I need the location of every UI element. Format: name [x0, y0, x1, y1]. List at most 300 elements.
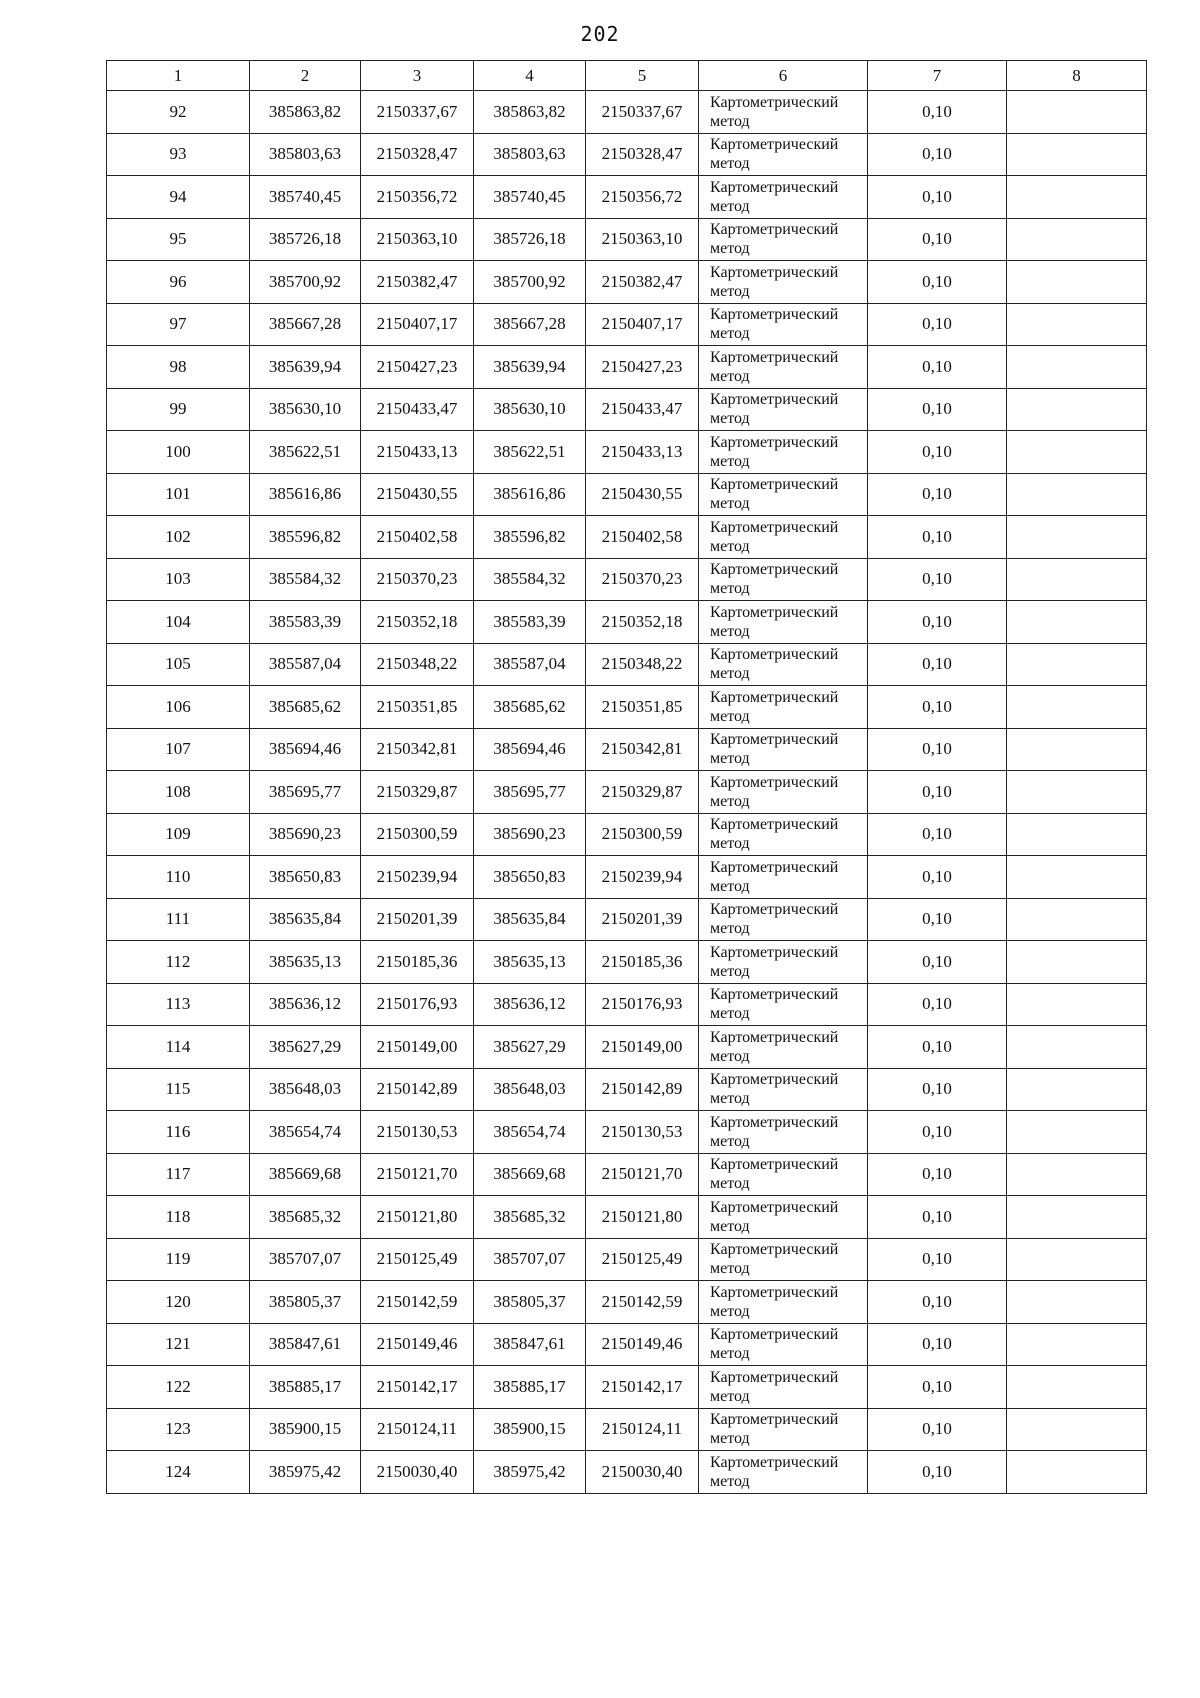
method-line-2: метод	[710, 1175, 750, 1193]
accuracy-cell: 0,10	[868, 1408, 1007, 1451]
method-line-2: метод	[710, 580, 750, 598]
point-number-cell: 98	[107, 346, 250, 389]
point-number-cell: 95	[107, 218, 250, 261]
column-header: 4	[474, 61, 586, 91]
y-coordinate-cell: 2150382,47	[361, 261, 474, 304]
x-coordinate-cell: 385587,04	[250, 643, 361, 686]
x-coordinate-2-cell: 385583,39	[474, 601, 586, 644]
method-line-1: Картометрический	[710, 646, 839, 664]
y-coordinate-cell: 2150402,58	[361, 516, 474, 559]
method-line-1: Картометрический	[710, 1241, 839, 1259]
point-number-cell: 118	[107, 1196, 250, 1239]
y-coordinate-2-cell: 2150142,17	[586, 1366, 699, 1409]
y-coordinate-cell: 2150201,39	[361, 898, 474, 941]
method-line-2: метод	[710, 537, 750, 555]
y-coordinate-cell: 2150239,94	[361, 856, 474, 899]
y-coordinate-2-cell: 2150329,87	[586, 771, 699, 814]
y-coordinate-cell: 2150142,89	[361, 1068, 474, 1111]
point-number-cell: 108	[107, 771, 250, 814]
method-line-2: метод	[710, 197, 750, 215]
x-coordinate-2-cell: 385667,28	[474, 303, 586, 346]
x-coordinate-2-cell: 385596,82	[474, 516, 586, 559]
table-row	[107, 1238, 1147, 1281]
method-cell	[699, 1408, 868, 1451]
y-coordinate-2-cell: 2150427,23	[586, 346, 699, 389]
x-coordinate-2-cell: 385700,92	[474, 261, 586, 304]
accuracy-cell: 0,10	[868, 771, 1007, 814]
x-coordinate-2-cell: 385627,29	[474, 1026, 586, 1069]
note-cell	[1007, 133, 1147, 176]
table-row	[107, 728, 1147, 771]
note-cell	[1007, 1366, 1147, 1409]
table-row	[107, 346, 1147, 389]
y-coordinate-cell: 2150351,85	[361, 686, 474, 729]
method-line-2: метод	[710, 1430, 750, 1448]
method-line-2: метод	[710, 282, 750, 300]
x-coordinate-cell: 385648,03	[250, 1068, 361, 1111]
accuracy-cell: 0,10	[868, 91, 1007, 134]
table-row	[107, 686, 1147, 729]
y-coordinate-cell: 2150352,18	[361, 601, 474, 644]
accuracy-cell: 0,10	[868, 558, 1007, 601]
method-line-1: Картометрический	[710, 1326, 839, 1344]
x-coordinate-2-cell: 385847,61	[474, 1323, 586, 1366]
x-coordinate-cell: 385707,07	[250, 1238, 361, 1281]
y-coordinate-2-cell: 2150185,36	[586, 941, 699, 984]
method-line-1: Картометрический	[710, 391, 839, 409]
note-cell	[1007, 771, 1147, 814]
y-coordinate-2-cell: 2150370,23	[586, 558, 699, 601]
point-number-cell: 119	[107, 1238, 250, 1281]
x-coordinate-cell: 385740,45	[250, 176, 361, 219]
note-cell	[1007, 516, 1147, 559]
x-coordinate-cell: 385975,42	[250, 1451, 361, 1494]
x-coordinate-2-cell: 385885,17	[474, 1366, 586, 1409]
x-coordinate-cell: 385900,15	[250, 1408, 361, 1451]
method-line-1: Картометрический	[710, 348, 839, 366]
x-coordinate-2-cell: 385690,23	[474, 813, 586, 856]
method-line-2: метод	[710, 622, 750, 640]
point-number-cell: 112	[107, 941, 250, 984]
table-row	[107, 176, 1147, 219]
y-coordinate-2-cell: 2150030,40	[586, 1451, 699, 1494]
x-coordinate-2-cell: 385587,04	[474, 643, 586, 686]
note-cell	[1007, 176, 1147, 219]
x-coordinate-2-cell: 385803,63	[474, 133, 586, 176]
point-number-cell: 120	[107, 1281, 250, 1324]
x-coordinate-cell: 385685,32	[250, 1196, 361, 1239]
table-row	[107, 1323, 1147, 1366]
method-line-1: Картометрический	[710, 561, 839, 579]
x-coordinate-2-cell: 385635,13	[474, 941, 586, 984]
x-coordinate-2-cell: 385654,74	[474, 1111, 586, 1154]
method-cell	[699, 261, 868, 304]
x-coordinate-cell: 385667,28	[250, 303, 361, 346]
method-cell	[699, 771, 868, 814]
table-body	[107, 91, 1147, 1494]
accuracy-cell: 0,10	[868, 303, 1007, 346]
x-coordinate-cell: 385695,77	[250, 771, 361, 814]
method-line-1: Картометрический	[710, 1283, 839, 1301]
y-coordinate-cell: 2150176,93	[361, 983, 474, 1026]
point-number-cell: 96	[107, 261, 250, 304]
y-coordinate-cell: 2150125,49	[361, 1238, 474, 1281]
x-coordinate-cell: 385635,13	[250, 941, 361, 984]
point-number-cell: 109	[107, 813, 250, 856]
x-coordinate-cell: 385627,29	[250, 1026, 361, 1069]
table-row	[107, 431, 1147, 474]
method-cell	[699, 91, 868, 134]
point-number-cell: 99	[107, 388, 250, 431]
table-row	[107, 261, 1147, 304]
table-row	[107, 133, 1147, 176]
table-row	[107, 1153, 1147, 1196]
method-line-2: метод	[710, 495, 750, 513]
table-row	[107, 1026, 1147, 1069]
y-coordinate-2-cell: 2150130,53	[586, 1111, 699, 1154]
table-row	[107, 516, 1147, 559]
accuracy-cell: 0,10	[868, 898, 1007, 941]
method-cell	[699, 1451, 868, 1494]
x-coordinate-cell: 385885,17	[250, 1366, 361, 1409]
accuracy-cell: 0,10	[868, 1281, 1007, 1324]
point-number-cell: 113	[107, 983, 250, 1026]
y-coordinate-cell: 2150124,11	[361, 1408, 474, 1451]
x-coordinate-cell: 385636,12	[250, 983, 361, 1026]
accuracy-cell: 0,10	[868, 1451, 1007, 1494]
method-line-2: метод	[710, 240, 750, 258]
y-coordinate-2-cell: 2150348,22	[586, 643, 699, 686]
x-coordinate-2-cell: 385635,84	[474, 898, 586, 941]
x-coordinate-2-cell: 385650,83	[474, 856, 586, 899]
accuracy-cell: 0,10	[868, 218, 1007, 261]
method-line-1: Картометрический	[710, 263, 839, 281]
y-coordinate-2-cell: 2150433,13	[586, 431, 699, 474]
x-coordinate-cell: 385650,83	[250, 856, 361, 899]
point-number-cell: 122	[107, 1366, 250, 1409]
accuracy-cell: 0,10	[868, 1026, 1007, 1069]
y-coordinate-2-cell: 2150239,94	[586, 856, 699, 899]
point-number-cell: 107	[107, 728, 250, 771]
note-cell	[1007, 1068, 1147, 1111]
method-cell	[699, 1026, 868, 1069]
page-number: 202	[580, 22, 620, 46]
accuracy-cell: 0,10	[868, 516, 1007, 559]
x-coordinate-2-cell: 385639,94	[474, 346, 586, 389]
table-row	[107, 771, 1147, 814]
accuracy-cell: 0,10	[868, 1196, 1007, 1239]
y-coordinate-cell: 2150337,67	[361, 91, 474, 134]
x-coordinate-2-cell: 385863,82	[474, 91, 586, 134]
method-line-2: метод	[710, 155, 750, 173]
y-coordinate-cell: 2150149,00	[361, 1026, 474, 1069]
x-coordinate-2-cell: 385584,32	[474, 558, 586, 601]
method-line-1: Картометрический	[710, 93, 839, 111]
method-cell	[699, 303, 868, 346]
table-row	[107, 218, 1147, 261]
y-coordinate-2-cell: 2150201,39	[586, 898, 699, 941]
x-coordinate-cell: 385583,39	[250, 601, 361, 644]
x-coordinate-cell: 385669,68	[250, 1153, 361, 1196]
x-coordinate-cell: 385654,74	[250, 1111, 361, 1154]
table-row	[107, 91, 1147, 134]
y-coordinate-cell: 2150328,47	[361, 133, 474, 176]
x-coordinate-cell: 385596,82	[250, 516, 361, 559]
y-coordinate-2-cell: 2150342,81	[586, 728, 699, 771]
method-cell	[699, 941, 868, 984]
column-header: 8	[1007, 61, 1147, 91]
accuracy-cell: 0,10	[868, 1153, 1007, 1196]
method-line-2: метод	[710, 325, 750, 343]
point-number-cell: 117	[107, 1153, 250, 1196]
y-coordinate-cell: 2150130,53	[361, 1111, 474, 1154]
x-coordinate-2-cell: 385694,46	[474, 728, 586, 771]
note-cell	[1007, 728, 1147, 771]
method-line-2: метод	[710, 962, 750, 980]
method-line-1: Картометрический	[710, 943, 839, 961]
x-coordinate-2-cell: 385648,03	[474, 1068, 586, 1111]
note-cell	[1007, 1281, 1147, 1324]
method-cell	[699, 1153, 868, 1196]
method-line-2: метод	[710, 452, 750, 470]
note-cell	[1007, 856, 1147, 899]
point-number-cell: 94	[107, 176, 250, 219]
x-coordinate-2-cell: 385636,12	[474, 983, 586, 1026]
point-number-cell: 105	[107, 643, 250, 686]
accuracy-cell: 0,10	[868, 1238, 1007, 1281]
accuracy-cell: 0,10	[868, 473, 1007, 516]
y-coordinate-2-cell: 2150125,49	[586, 1238, 699, 1281]
column-header: 7	[868, 61, 1007, 91]
point-number-cell: 100	[107, 431, 250, 474]
method-cell	[699, 176, 868, 219]
accuracy-cell: 0,10	[868, 643, 1007, 686]
x-coordinate-cell: 385847,61	[250, 1323, 361, 1366]
table-row	[107, 1196, 1147, 1239]
y-coordinate-2-cell: 2150433,47	[586, 388, 699, 431]
method-line-2: метод	[710, 707, 750, 725]
method-line-2: метод	[710, 750, 750, 768]
y-coordinate-cell: 2150300,59	[361, 813, 474, 856]
x-coordinate-cell: 385584,32	[250, 558, 361, 601]
method-cell	[699, 516, 868, 559]
x-coordinate-cell: 385639,94	[250, 346, 361, 389]
note-cell	[1007, 643, 1147, 686]
method-line-1: Картометрический	[710, 136, 839, 154]
method-cell	[699, 1111, 868, 1154]
method-cell	[699, 856, 868, 899]
method-line-1: Картометрический	[710, 1071, 839, 1089]
method-cell	[699, 643, 868, 686]
note-cell	[1007, 558, 1147, 601]
point-number-cell: 111	[107, 898, 250, 941]
table-row	[107, 898, 1147, 941]
note-cell	[1007, 601, 1147, 644]
method-line-1: Картометрический	[710, 1411, 839, 1429]
y-coordinate-2-cell: 2150176,93	[586, 983, 699, 1026]
method-line-1: Картометрический	[710, 1453, 839, 1471]
y-coordinate-2-cell: 2150363,10	[586, 218, 699, 261]
table-row	[107, 1451, 1147, 1494]
method-line-1: Картометрический	[710, 773, 839, 791]
note-cell	[1007, 1323, 1147, 1366]
y-coordinate-cell: 2150348,22	[361, 643, 474, 686]
y-coordinate-2-cell: 2150121,80	[586, 1196, 699, 1239]
method-line-1: Картометрический	[710, 178, 839, 196]
table-row	[107, 813, 1147, 856]
note-cell	[1007, 261, 1147, 304]
note-cell	[1007, 813, 1147, 856]
method-line-1: Картометрический	[710, 816, 839, 834]
x-coordinate-cell: 385726,18	[250, 218, 361, 261]
y-coordinate-2-cell: 2150352,18	[586, 601, 699, 644]
point-number-cell: 97	[107, 303, 250, 346]
y-coordinate-2-cell: 2150402,58	[586, 516, 699, 559]
accuracy-cell: 0,10	[868, 686, 1007, 729]
x-coordinate-2-cell: 385975,42	[474, 1451, 586, 1494]
method-line-2: метод	[710, 1005, 750, 1023]
column-header: 6	[699, 61, 868, 91]
x-coordinate-2-cell: 385695,77	[474, 771, 586, 814]
x-coordinate-2-cell: 385669,68	[474, 1153, 586, 1196]
method-cell	[699, 686, 868, 729]
x-coordinate-cell: 385635,84	[250, 898, 361, 941]
method-line-2: метод	[710, 1260, 750, 1278]
method-line-1: Картометрический	[710, 476, 839, 494]
y-coordinate-cell: 2150149,46	[361, 1323, 474, 1366]
method-line-1: Картометрический	[710, 986, 839, 1004]
accuracy-cell: 0,10	[868, 1111, 1007, 1154]
method-line-2: метод	[710, 920, 750, 938]
accuracy-cell: 0,10	[868, 813, 1007, 856]
method-line-1: Картометрический	[710, 518, 839, 536]
method-cell	[699, 898, 868, 941]
method-cell	[699, 728, 868, 771]
table-row	[107, 643, 1147, 686]
y-coordinate-cell: 2150030,40	[361, 1451, 474, 1494]
point-number-cell: 116	[107, 1111, 250, 1154]
table-row	[107, 1281, 1147, 1324]
method-line-2: метод	[710, 665, 750, 683]
method-cell	[699, 1323, 868, 1366]
accuracy-cell: 0,10	[868, 388, 1007, 431]
method-line-2: метод	[710, 1090, 750, 1108]
x-coordinate-cell: 385690,23	[250, 813, 361, 856]
x-coordinate-2-cell: 385685,62	[474, 686, 586, 729]
y-coordinate-cell: 2150430,55	[361, 473, 474, 516]
method-line-1: Картометрический	[710, 221, 839, 239]
method-line-2: метод	[710, 410, 750, 428]
note-cell	[1007, 303, 1147, 346]
y-coordinate-2-cell: 2150142,89	[586, 1068, 699, 1111]
table-row	[107, 1111, 1147, 1154]
note-cell	[1007, 1026, 1147, 1069]
x-coordinate-2-cell: 385707,07	[474, 1238, 586, 1281]
column-header: 1	[107, 61, 250, 91]
table-row	[107, 1366, 1147, 1409]
x-coordinate-2-cell: 385622,51	[474, 431, 586, 474]
y-coordinate-cell: 2150342,81	[361, 728, 474, 771]
note-cell	[1007, 1408, 1147, 1451]
note-cell	[1007, 388, 1147, 431]
point-number-cell: 115	[107, 1068, 250, 1111]
table-row	[107, 1068, 1147, 1111]
note-cell	[1007, 473, 1147, 516]
method-line-2: метод	[710, 1387, 750, 1405]
method-cell	[699, 1281, 868, 1324]
y-coordinate-cell: 2150356,72	[361, 176, 474, 219]
point-number-cell: 102	[107, 516, 250, 559]
y-coordinate-2-cell: 2150430,55	[586, 473, 699, 516]
method-cell	[699, 983, 868, 1026]
method-line-2: метод	[710, 835, 750, 853]
table-row	[107, 1408, 1147, 1451]
point-number-cell: 106	[107, 686, 250, 729]
column-header: 5	[586, 61, 699, 91]
method-cell	[699, 601, 868, 644]
table-header	[107, 61, 1147, 91]
method-cell	[699, 1068, 868, 1111]
method-cell	[699, 813, 868, 856]
y-coordinate-cell: 2150329,87	[361, 771, 474, 814]
y-coordinate-cell: 2150121,80	[361, 1196, 474, 1239]
y-coordinate-2-cell: 2150124,11	[586, 1408, 699, 1451]
y-coordinate-cell: 2150185,36	[361, 941, 474, 984]
y-coordinate-2-cell: 2150142,59	[586, 1281, 699, 1324]
x-coordinate-2-cell: 385805,37	[474, 1281, 586, 1324]
x-coordinate-cell: 385685,62	[250, 686, 361, 729]
note-cell	[1007, 1153, 1147, 1196]
note-cell	[1007, 218, 1147, 261]
method-line-2: метод	[710, 367, 750, 385]
accuracy-cell: 0,10	[868, 1366, 1007, 1409]
x-coordinate-2-cell: 385726,18	[474, 218, 586, 261]
point-number-cell: 114	[107, 1026, 250, 1069]
note-cell	[1007, 346, 1147, 389]
method-line-1: Картометрический	[710, 688, 839, 706]
y-coordinate-cell: 2150142,17	[361, 1366, 474, 1409]
method-line-1: Картометрический	[710, 901, 839, 919]
point-number-cell: 92	[107, 91, 250, 134]
accuracy-cell: 0,10	[868, 431, 1007, 474]
table-row	[107, 388, 1147, 431]
x-coordinate-cell: 385700,92	[250, 261, 361, 304]
accuracy-cell: 0,10	[868, 176, 1007, 219]
x-coordinate-cell: 385630,10	[250, 388, 361, 431]
method-line-2: метод	[710, 1132, 750, 1150]
table-row	[107, 983, 1147, 1026]
method-line-2: метод	[710, 1345, 750, 1363]
y-coordinate-2-cell: 2150149,00	[586, 1026, 699, 1069]
point-number-cell: 110	[107, 856, 250, 899]
accuracy-cell: 0,10	[868, 1323, 1007, 1366]
accuracy-cell: 0,10	[868, 133, 1007, 176]
column-header: 2	[250, 61, 361, 91]
accuracy-cell: 0,10	[868, 601, 1007, 644]
accuracy-cell: 0,10	[868, 1068, 1007, 1111]
accuracy-cell: 0,10	[868, 983, 1007, 1026]
point-number-cell: 123	[107, 1408, 250, 1451]
y-coordinate-cell: 2150363,10	[361, 218, 474, 261]
accuracy-cell: 0,10	[868, 261, 1007, 304]
method-line-2: метод	[710, 1302, 750, 1320]
method-line-2: метод	[710, 1217, 750, 1235]
method-cell	[699, 346, 868, 389]
y-coordinate-2-cell: 2150382,47	[586, 261, 699, 304]
note-cell	[1007, 1111, 1147, 1154]
y-coordinate-2-cell: 2150149,46	[586, 1323, 699, 1366]
method-cell	[699, 558, 868, 601]
